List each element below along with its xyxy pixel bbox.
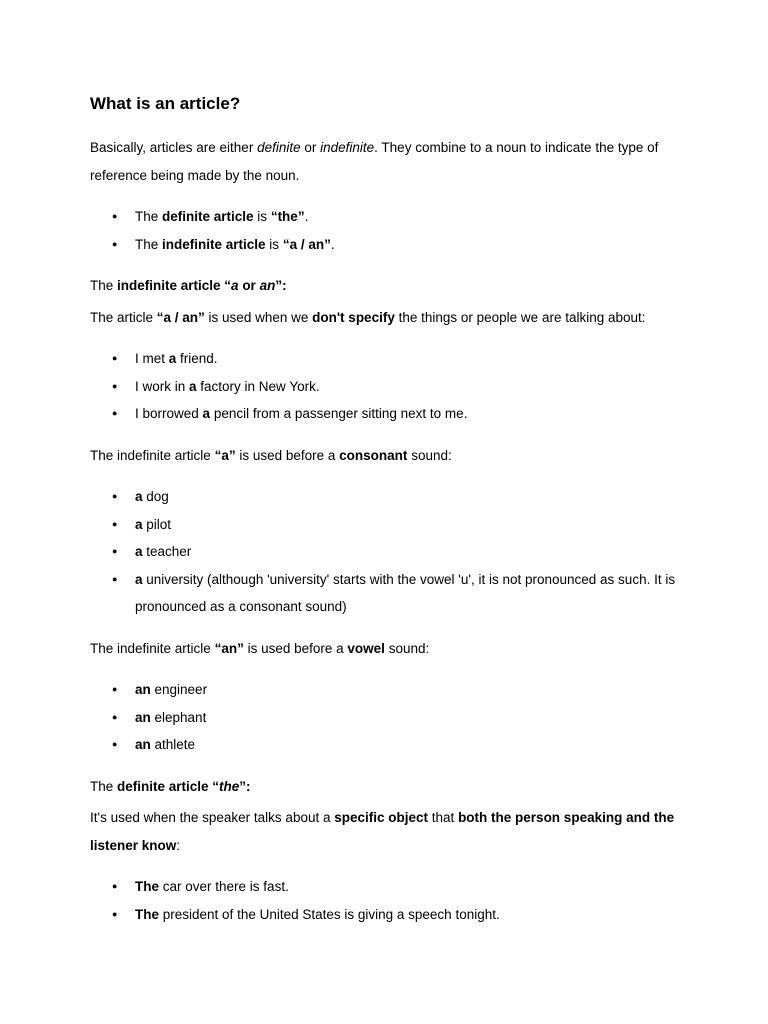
list-item: ● I met a friend. [90,345,690,373]
list-item: ● a pilot [90,511,690,539]
term-indefinite: indefinite [320,140,375,155]
list-item: ● a dog [90,483,690,511]
article-types-list [90,203,690,258]
list-item: ● a teacher [90,538,690,566]
list-item: ● I borrowed a pencil from a passenger sitting next to me. [90,400,690,428]
list-item: ● I work in a factory in New York. [90,373,690,401]
definite-usage-paragraph: It's used when the speaker talks about a specific object that both the person speaking and the listener know: [90,810,675,853]
list-item: ● The car over there is fast. [90,873,690,901]
list-item: ● The indefinite article is “a / an”. [90,231,690,259]
intro-paragraph: Basically, articles are either definite or indefinite. They combine to a noun to indicate the type of reference being made by the noun. [90,140,659,183]
definite-heading: The definite article “the”: [90,778,251,794]
consonant-examples-list [90,483,690,621]
page-title: What is an article? [90,94,241,113]
definite-examples-list [90,873,690,928]
indefinite-usage-paragraph: The article “a / an” is used when we don't specify the things or people we are talking about: [90,309,646,325]
list-item: ● an engineer [90,676,690,704]
vowel-rule-paragraph: The indefinite article “an” is used before a vowel sound: [90,640,430,656]
indefinite-examples-list [90,345,690,428]
list-item: ● an elephant [90,704,690,732]
list-item: ● The president of the United States is giving a speech tonight. [90,901,690,929]
list-item: ● The definite article is “the”. [90,203,690,231]
list-item: ● a university (although 'university' starts with the vowel 'u', it is not pronounced as such. It is pronounced as a consonant sound) [90,566,690,621]
consonant-rule-paragraph: The indefinite article “a” is used before a consonant sound: [90,447,452,463]
vowel-examples-list [90,676,690,759]
document-body [90,88,690,928]
indefinite-heading: The indefinite article “a or an”: [90,278,287,293]
list-item: ● an athlete [90,731,690,759]
term-definite: definite [257,140,301,155]
